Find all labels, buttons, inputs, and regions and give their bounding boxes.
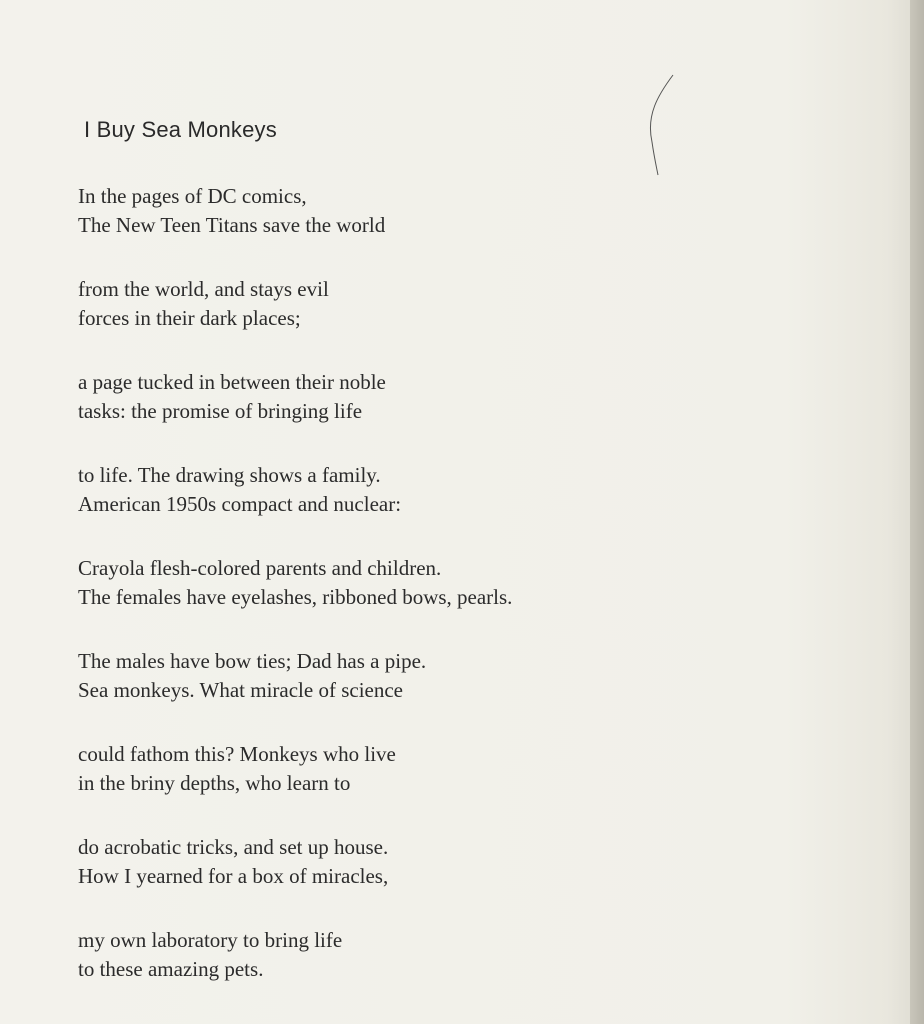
- poem-line: In the pages of DC comics,: [78, 184, 307, 208]
- poem-line: Crayola flesh-colored parents and children.: [78, 556, 442, 580]
- stanza: [78, 926, 678, 984]
- stanza: [78, 182, 678, 240]
- poem-body: [78, 182, 678, 1019]
- book-spine-shadow: [910, 0, 924, 1024]
- poem-title: I Buy Sea Monkeys: [84, 117, 277, 142]
- poem-line: The males have bow ties; Dad has a pipe.: [78, 649, 427, 673]
- stanza: [78, 275, 678, 333]
- poem-line: do acrobatic tricks, and set up house.: [78, 835, 389, 859]
- stanza: [78, 554, 678, 612]
- poem-line: tasks: the promise of bringing life: [78, 399, 363, 423]
- stanza: [78, 368, 678, 426]
- poem-line: in the briny depths, who learn to: [78, 771, 351, 795]
- poem-line: could fathom this? Monkeys who live: [78, 742, 396, 766]
- stanza: [78, 461, 678, 519]
- poem-line: American 1950s compact and nuclear:: [78, 492, 402, 516]
- poem-line: to these amazing pets.: [78, 957, 264, 981]
- poem-line: forces in their dark places;: [78, 306, 301, 330]
- poem-line: The females have eyelashes, ribboned bows, pearls.: [78, 585, 513, 609]
- pencil-mark: [640, 70, 680, 180]
- poem-line: my own laboratory to bring life: [78, 928, 343, 952]
- poem-line: The New Teen Titans save the world: [78, 213, 386, 237]
- stanza: [78, 647, 678, 705]
- poem-line: a page tucked in between their noble: [78, 370, 386, 394]
- poem-line: Sea monkeys. What miracle of science: [78, 678, 403, 702]
- poem-line: How I yearned for a box of miracles,: [78, 864, 389, 888]
- stanza: [78, 740, 678, 798]
- poem-line: to life. The drawing shows a family.: [78, 463, 381, 487]
- poem-line: from the world, and stays evil: [78, 277, 329, 301]
- stanza: [78, 833, 678, 891]
